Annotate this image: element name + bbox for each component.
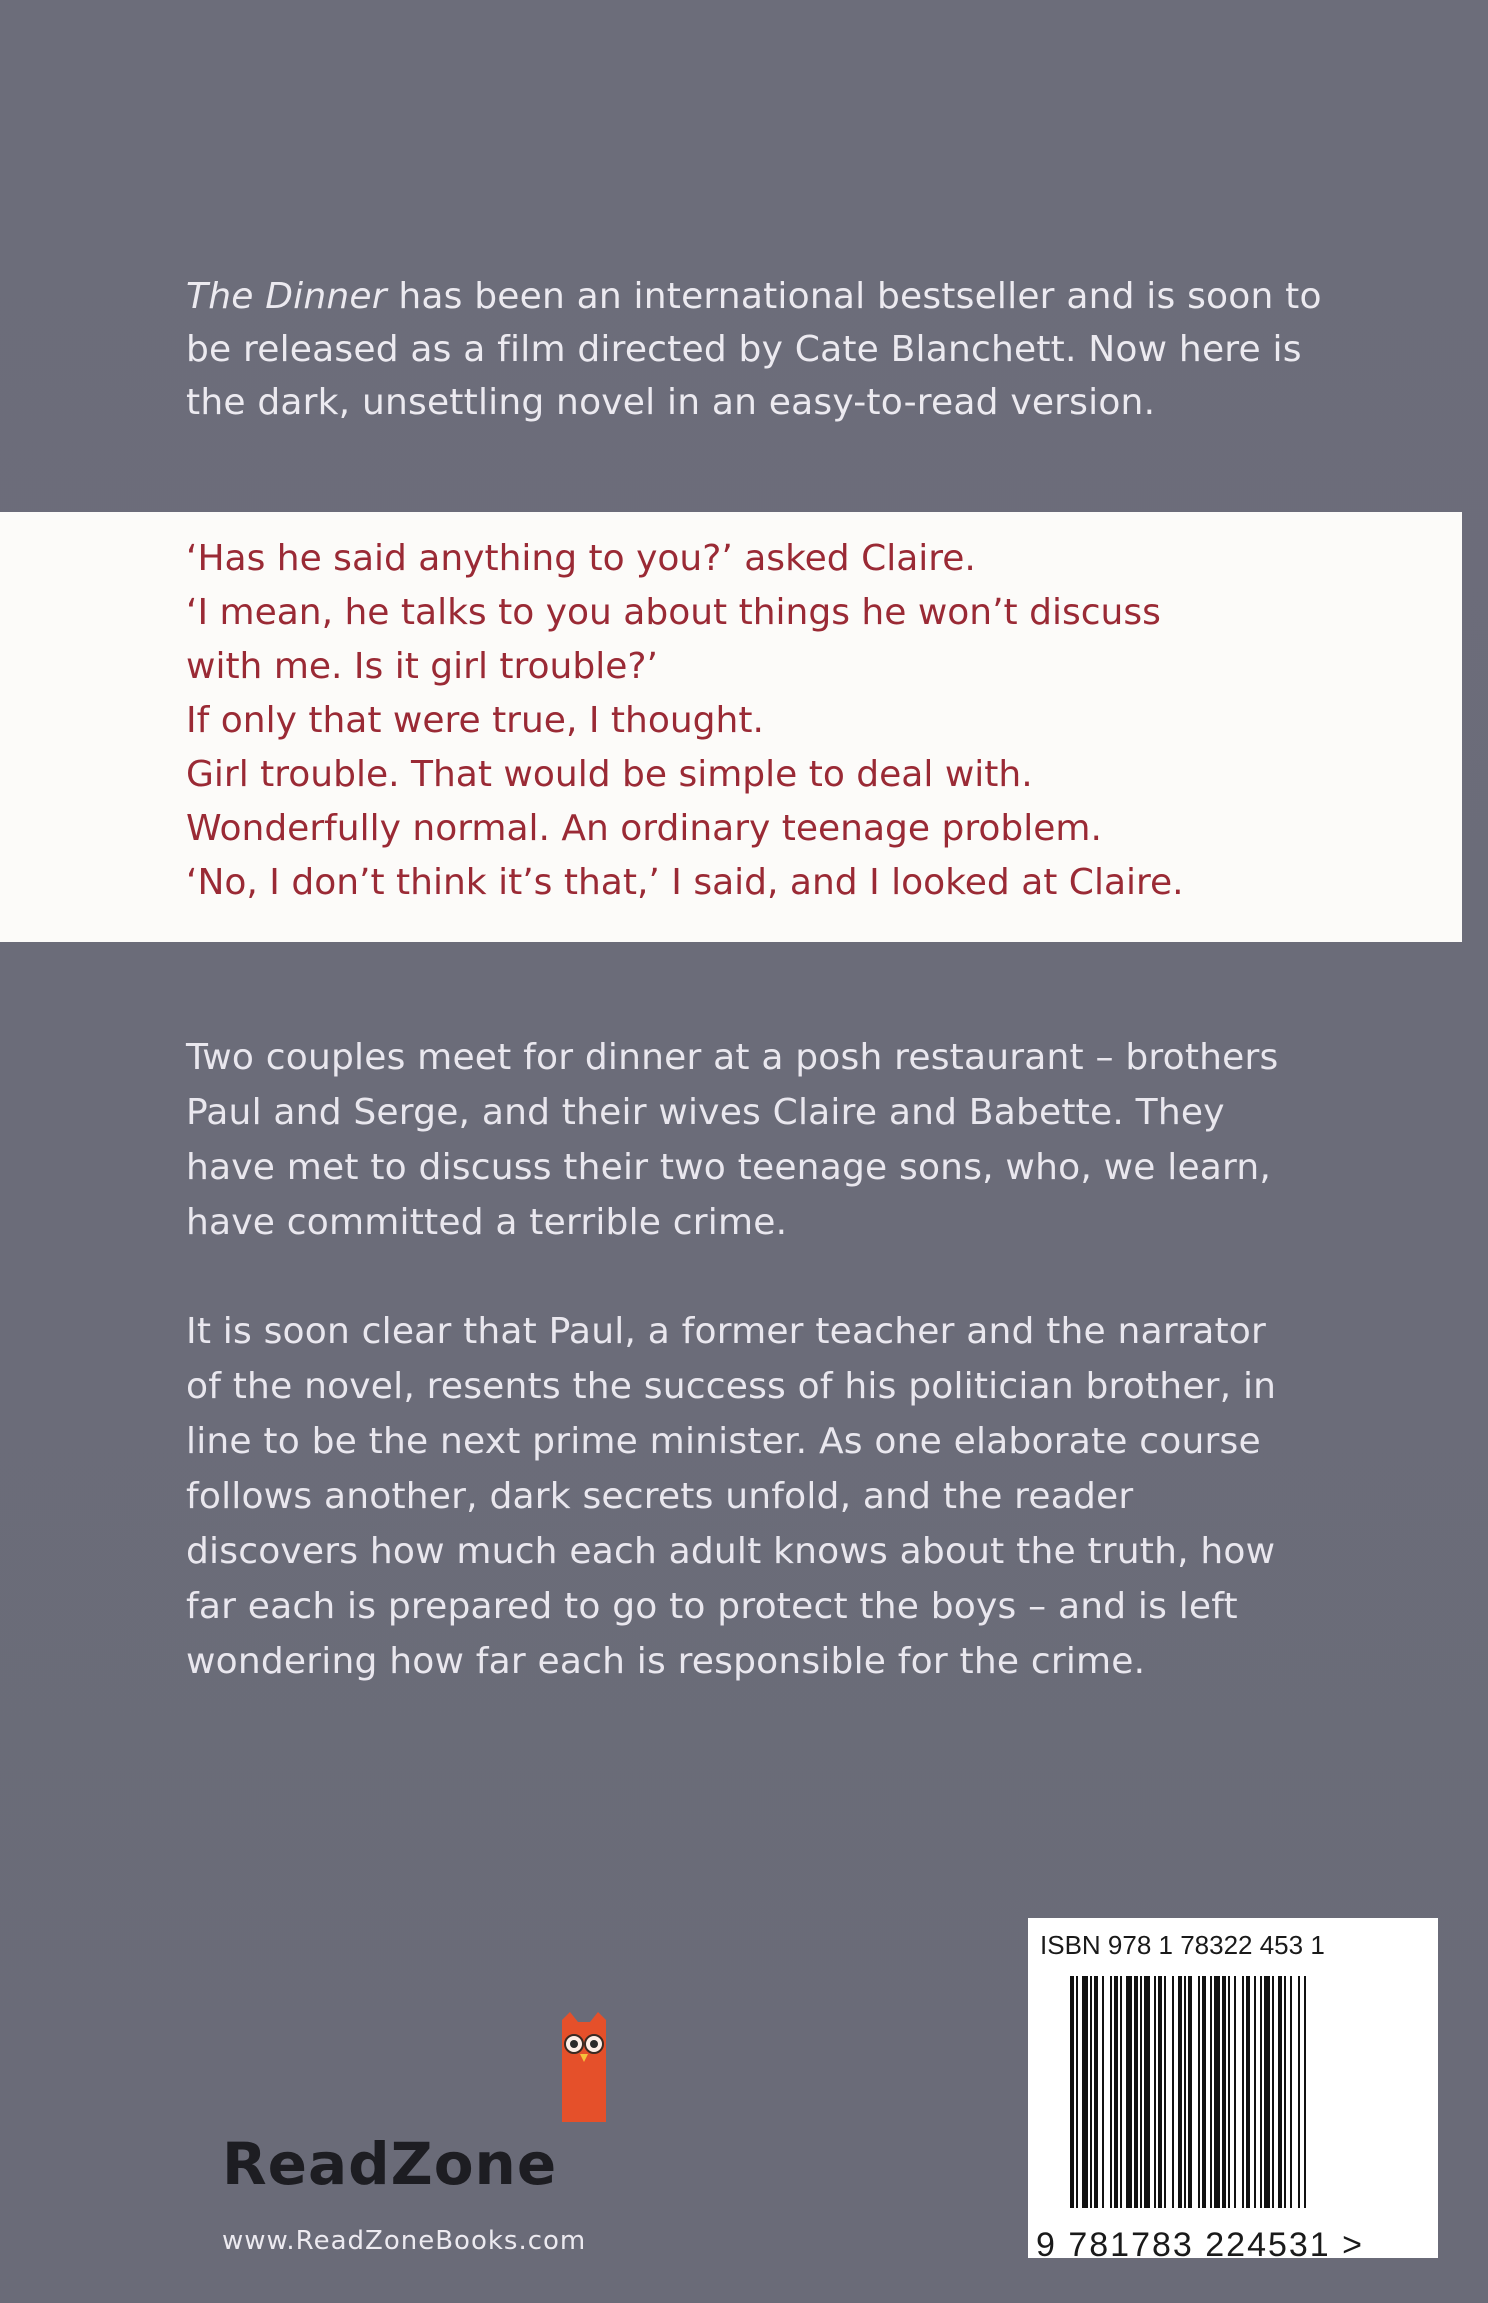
quote-line: ‘I mean, he talks to you about things he won’t discuss: [186, 592, 1161, 633]
barcode-bar: [1202, 1976, 1206, 2208]
synopsis-paragraph-2: It is soon clear that Paul, a former teacher and the narrator of the novel, resents the success of his politician brother, in line to be the next prime minister. As one elaborate course follows another, dark secrets unfold, and the reader discovers how much each adult knows about the truth, how far each is prepared to go to protect the boys – and is left wondering how far each is responsible for the crime.: [186, 1311, 1277, 1682]
barcode-bar: [1090, 1976, 1092, 2208]
barcode-bar: [1094, 1976, 1098, 2208]
barcode-bar: [1234, 1976, 1236, 2208]
barcode-bar: [1178, 1976, 1182, 2208]
barcode-bar: [1140, 1976, 1142, 2208]
barcode-bar: [1188, 1976, 1192, 2208]
barcode-bar: [1070, 1976, 1074, 2208]
quote-line: ‘Has he said anything to you?’ asked Claire.: [186, 538, 976, 579]
barcode-bar: [1184, 1976, 1186, 2208]
readzone-logo: ReadZone: [222, 2130, 558, 2198]
quote-line: with me. Is it girl trouble?’: [186, 646, 658, 687]
barcode-bar: [1198, 1976, 1200, 2208]
barcode-bar: [1246, 1976, 1250, 2208]
barcode-bar: [1082, 1976, 1088, 2208]
barcode-bar: [1154, 1976, 1156, 2208]
barcode-bar: [1120, 1976, 1122, 2208]
barcode-bar: [1304, 1976, 1306, 2208]
barcode-bar: [1228, 1976, 1230, 2208]
barcode-bar: [1158, 1976, 1162, 2208]
barcode-bar: [1254, 1976, 1256, 2208]
quote-line: Wonderfully normal. An ordinary teenage problem.: [186, 808, 1102, 849]
barcode-bar: [1110, 1976, 1112, 2208]
synopsis-paragraph-1: Two couples meet for dinner at a posh restaurant – brothers Paul and Serge, and their wives Claire and Babette. They have met to discuss their two teenage sons, who, we learn, have committed a terrible crime.: [186, 1037, 1279, 1243]
owl-icon: [558, 2010, 610, 2122]
barcode-digits: 9 781783 224531 >: [1036, 2226, 1365, 2264]
barcode-bar: [1144, 1976, 1150, 2208]
barcode-bar: [1114, 1976, 1118, 2208]
quote-line: Girl trouble. That would be simple to deal with.: [186, 754, 1033, 795]
barcode-bar: [1260, 1976, 1262, 2208]
barcode-bar: [1126, 1976, 1132, 2208]
barcode-bar: [1290, 1976, 1292, 2208]
quote-line: If only that were true, I thought.: [186, 700, 764, 741]
barcode-bar: [1172, 1976, 1174, 2208]
isbn-label: ISBN 978 1 78322 453 1: [1040, 1930, 1325, 1960]
barcode-bar: [1222, 1976, 1226, 2208]
barcode-bar: [1298, 1976, 1300, 2208]
intro-text: has been an international bestseller and is soon to be released as a film directed by Cate Blanchett. Now here is the dark, unsettling novel in an easy-to-read version.: [186, 276, 1322, 423]
barcode-bar: [1284, 1976, 1286, 2208]
barcode-bar: [1102, 1976, 1104, 2208]
barcode-bar: [1214, 1976, 1220, 2208]
barcode-bar: [1264, 1976, 1270, 2208]
barcode-bar: [1134, 1976, 1138, 2208]
barcode-bar: [1164, 1976, 1166, 2208]
barcode-bar: [1076, 1976, 1078, 2208]
barcode: [1070, 1976, 1390, 2208]
barcode-bar: [1278, 1976, 1282, 2208]
book-title: The Dinner: [186, 276, 387, 317]
quote-line: ‘No, I don’t think it’s that,’ I said, and I looked at Claire.: [186, 862, 1184, 903]
barcode-bar: [1210, 1976, 1212, 2208]
publisher-website: www.ReadZoneBooks.com: [222, 2226, 587, 2256]
barcode-bar: [1242, 1976, 1244, 2208]
barcode-bar: [1272, 1976, 1274, 2208]
intro-paragraph: [186, 270, 1326, 429]
